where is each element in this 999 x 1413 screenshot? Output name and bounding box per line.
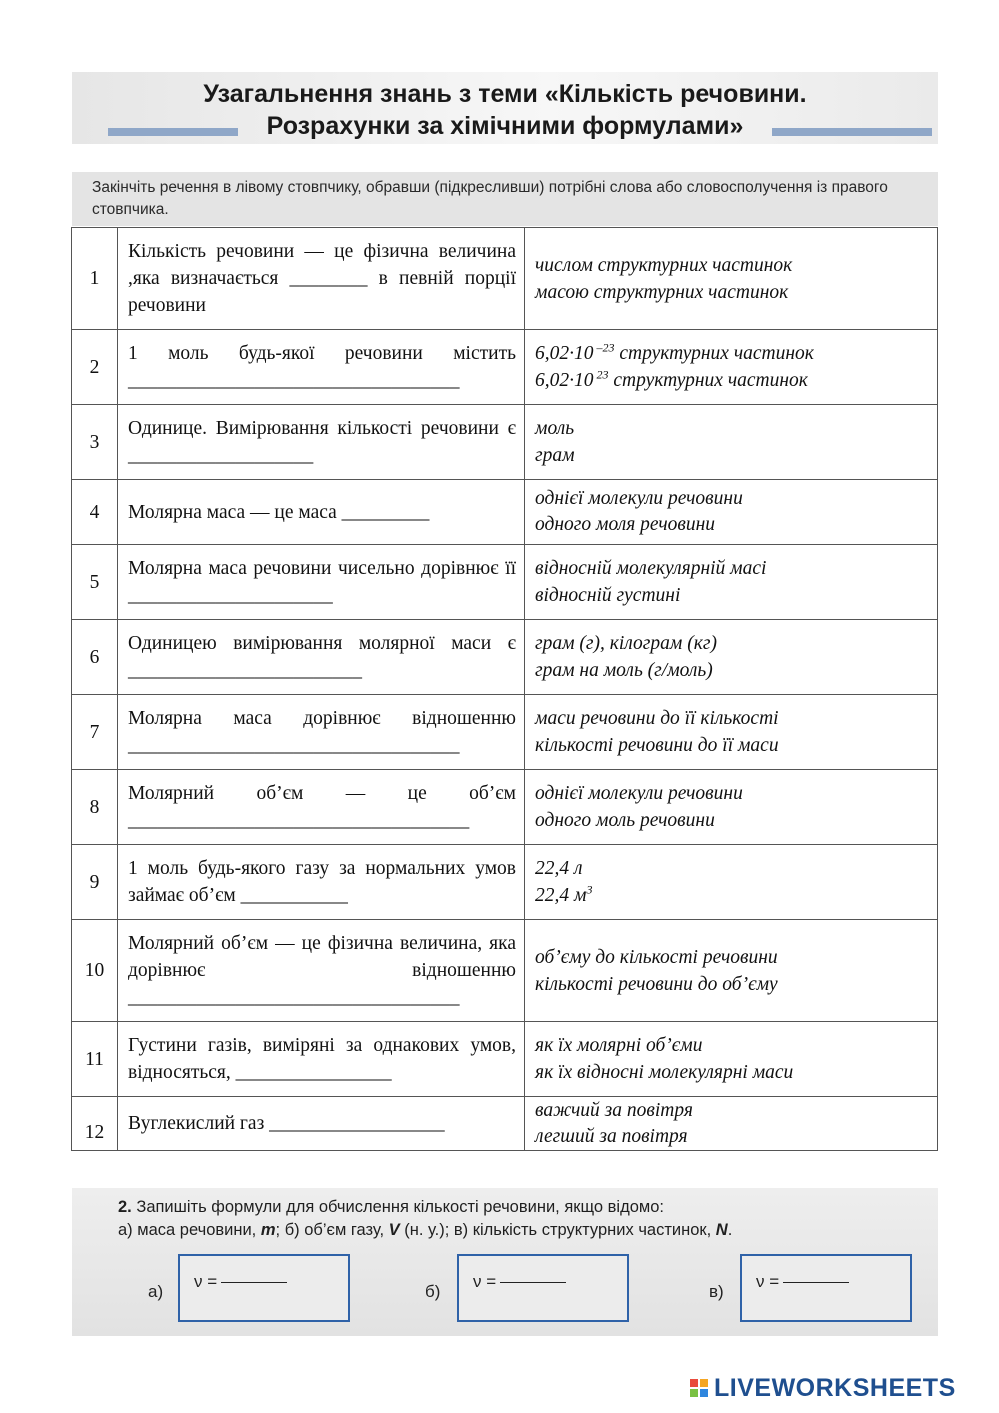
row-number: 12: [72, 1097, 118, 1151]
answer-exponent: 3: [586, 882, 593, 897]
liveworksheets-logo: [690, 1372, 956, 1404]
page-title-line1: Узагальнення знань з теми «Кількість речовини.: [203, 80, 807, 108]
answer-option[interactable]: об’єму до кількості речовини: [535, 946, 778, 968]
fraction-line: [500, 1282, 566, 1283]
question-text: Молярна маса — це маса _________: [118, 480, 525, 545]
answer-base: 6,02∙10: [535, 343, 594, 364]
row-number: 11: [72, 1022, 118, 1097]
answer-option[interactable]: грам (г), кілограм (кг): [535, 633, 717, 654]
volume-symbol: V: [388, 1221, 400, 1239]
header-band: [72, 72, 938, 144]
answer-options: [525, 845, 938, 920]
row-number: 5: [72, 545, 118, 620]
particles-symbol: N: [715, 1221, 728, 1239]
answer-option[interactable]: кількості речовини до її маси: [535, 735, 779, 756]
page-title-line2: Розрахунки за хімічними формулами»: [266, 112, 744, 140]
formula-expression: [756, 1272, 849, 1292]
formula-box-particles[interactable]: [740, 1254, 912, 1322]
brand-square: [700, 1389, 708, 1397]
answer-options: [525, 545, 938, 620]
row-number: 9: [72, 845, 118, 920]
table-row: [72, 1097, 938, 1151]
brand-squares-icon: [690, 1379, 708, 1397]
task2-line1: Запишіть формули для обчислення кількості речовини, якщо відомо:: [136, 1198, 664, 1216]
row-number: 10: [72, 920, 118, 1022]
question-text: Молярна маса дорівнює відношенню __________________________________: [118, 695, 525, 770]
row-number: 6: [72, 620, 118, 695]
table-row: [72, 545, 938, 620]
answer-option[interactable]: одного моль речовини: [535, 810, 715, 831]
answers-table: [71, 227, 938, 1151]
question-text: 1 моль будь-якого газу за нормальних умов займає об’єм ___________: [118, 845, 525, 920]
formula-expression: [194, 1272, 287, 1292]
answer-options: [525, 695, 938, 770]
answer-option[interactable]: масою структурних частинок: [535, 281, 789, 303]
row-number: 1: [72, 228, 118, 330]
brand-square: [700, 1379, 708, 1387]
task2-band: [72, 1188, 938, 1336]
question-text: Молярний об’єм — це об’єм ___________________________________: [118, 770, 525, 845]
table-row: [72, 480, 938, 545]
answer-options: [525, 770, 938, 845]
question-text: Кількість речовини — це фізична величина ,яка визначається ________ в певній порції речовини: [118, 228, 525, 330]
answer-options: [525, 1022, 938, 1097]
answer-option[interactable]: як їх молярні об’єми: [535, 1035, 703, 1056]
formula-box-mass[interactable]: [178, 1254, 350, 1322]
task2-instruction: [118, 1196, 928, 1242]
answer-base: 22,4 м: [535, 885, 587, 906]
answer-exponent: 23: [593, 367, 609, 382]
question-text: Одинице. Вимірювання кількості речовини є ___________________: [118, 405, 525, 480]
brand-square: [690, 1379, 698, 1387]
table-row: [72, 770, 938, 845]
table-row: [72, 845, 938, 920]
task1-instruction-band: [72, 172, 938, 226]
table-row: [72, 695, 938, 770]
answer-option[interactable]: однієї молекули речовини: [535, 783, 743, 804]
task2-text-part: а) маса речовини,: [118, 1221, 261, 1239]
answer-rest: структурних частинок: [608, 370, 808, 391]
table-row: [72, 330, 938, 405]
formula-box-volume[interactable]: [457, 1254, 629, 1322]
answer-option[interactable]: відносній молекулярній масі: [535, 558, 767, 579]
row-number: 8: [72, 770, 118, 845]
answer-option[interactable]: числом структурних частинок: [535, 254, 793, 276]
answer-option[interactable]: легший за повітря: [535, 1125, 688, 1147]
answer-option[interactable]: маси речовини до її кількості: [535, 708, 779, 729]
question-text: Молярний об’єм — це фізична величина, яка дорівнює відношенню __________________________________: [118, 920, 525, 1022]
row-number: 4: [72, 480, 118, 545]
answer-option[interactable]: кількості речовини до об’єму: [535, 973, 778, 995]
question-text: Густини газів, виміряні за однакових умов, відносяться, ________________: [118, 1022, 525, 1097]
answer-options: [525, 480, 938, 545]
task2-text-part: (н. у.); в) кількість структурних частинок,: [399, 1221, 716, 1239]
question-text: 1 моль будь-якої речовини містить __________________________________: [118, 330, 525, 405]
answer-option[interactable]: [535, 367, 927, 394]
row-number: 3: [72, 405, 118, 480]
answer-option[interactable]: важчий за повітря: [535, 1099, 693, 1121]
answer-option[interactable]: моль: [535, 418, 575, 439]
mass-symbol: m: [260, 1221, 276, 1239]
task2-number: 2.: [118, 1198, 132, 1216]
answer-rest: структурних частинок: [614, 343, 814, 364]
question-text: Молярна маса речовини чисельно дорівнює її _____________________: [118, 545, 525, 620]
answer-options: [525, 228, 938, 330]
fraction-line: [783, 1282, 849, 1283]
answer-option[interactable]: однієї молекули речовини: [535, 488, 743, 509]
formula-label-a: а): [148, 1282, 164, 1301]
table-row: [72, 920, 938, 1022]
table-row: [72, 228, 938, 330]
answer-exponent: –23: [593, 340, 615, 355]
formula-label-c: в): [709, 1282, 724, 1301]
task2-text-part: ; б) об’єм газу,: [275, 1221, 389, 1239]
question-text: Вуглекислий газ __________________: [118, 1097, 525, 1151]
answer-option[interactable]: [535, 882, 927, 909]
answer-option[interactable]: грам: [535, 445, 575, 466]
answer-option[interactable]: відносній густині: [535, 585, 681, 606]
formula-label-b: б): [425, 1282, 441, 1301]
answer-options: [525, 405, 938, 480]
answer-options: [525, 330, 938, 405]
row-number: 7: [72, 695, 118, 770]
nu-equals: ν =: [756, 1272, 780, 1291]
question-text: Одиницею вимірювання молярної маси є ________________________: [118, 620, 525, 695]
answer-option[interactable]: одного моля речовини: [535, 514, 716, 535]
table-row: [72, 620, 938, 695]
answer-options: [525, 920, 938, 1022]
answer-option[interactable]: [535, 340, 927, 367]
table-row: [72, 405, 938, 480]
table-row: [72, 1022, 938, 1097]
row-number: 2: [72, 330, 118, 405]
brand-text: LIVEWORKSHEETS: [714, 1373, 956, 1402]
brand-square: [690, 1389, 698, 1397]
answer-option[interactable]: як їх відносні молекулярні маси: [535, 1062, 794, 1083]
nu-equals: ν =: [473, 1272, 497, 1291]
formula-expression: [473, 1272, 566, 1292]
fraction-line: [221, 1282, 287, 1283]
task1-instruction: Закінчіть речення в лівому стовпчику, обравши (підкресливши) потрібні слова або словосполучення із правого стовпчика.: [92, 179, 888, 218]
answer-option[interactable]: грам на моль (г/моль): [535, 660, 713, 681]
answer-option[interactable]: 22,4 л: [535, 858, 583, 879]
nu-equals: ν =: [194, 1272, 218, 1291]
answer-options: [525, 1097, 938, 1151]
answer-base: 6,02∙10: [535, 370, 594, 391]
task2-text-part: .: [727, 1221, 733, 1239]
answer-options: [525, 620, 938, 695]
